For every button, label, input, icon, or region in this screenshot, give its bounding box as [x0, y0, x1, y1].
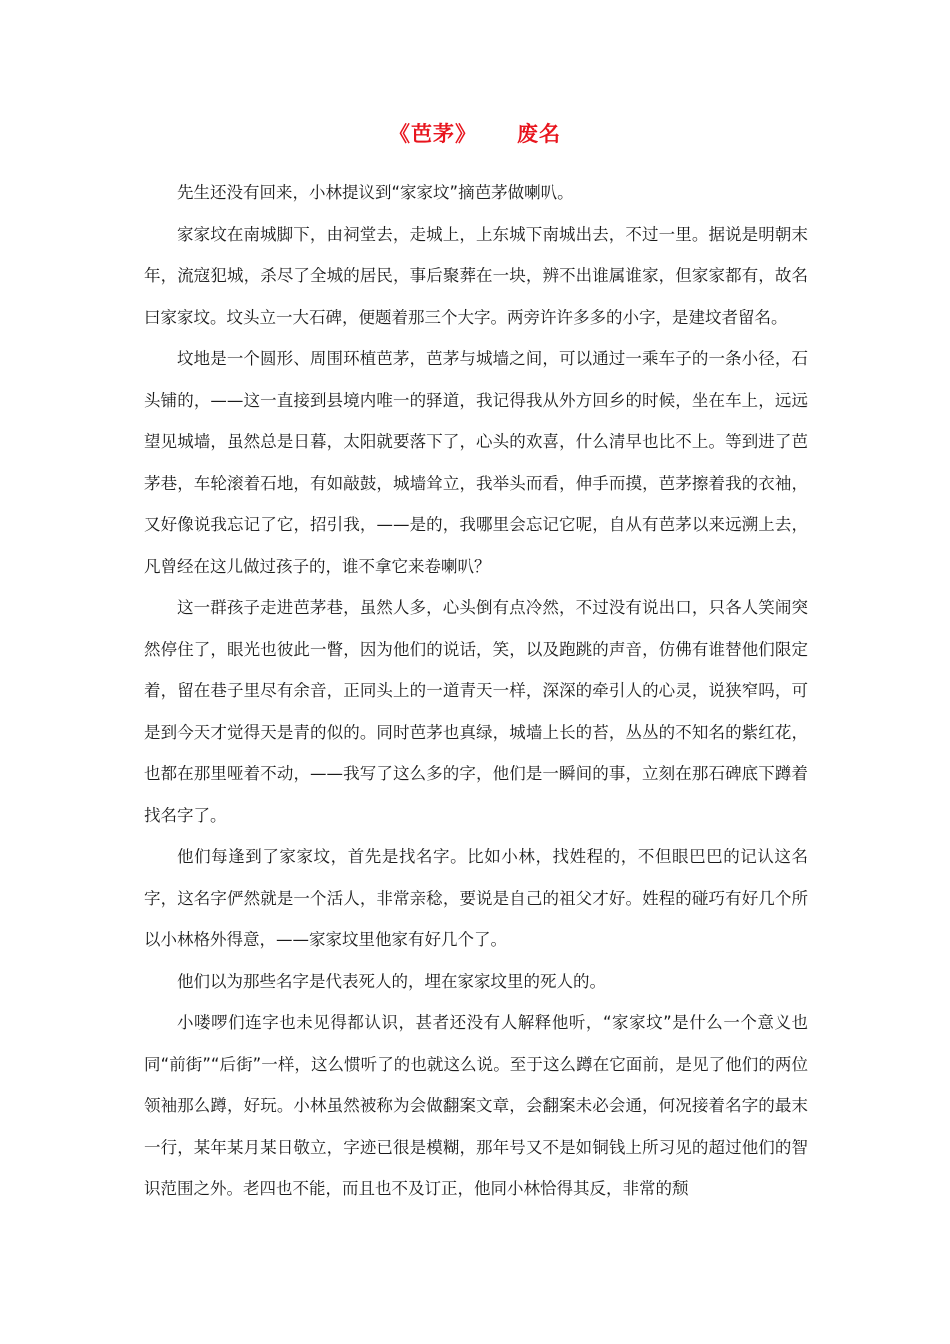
paragraph: 他们每逢到了家家坟，首先是找名字。比如小林，找姓程的，不但眼巴巴的记认这名字，这名字俨然就是一个活人，非常亲稔，要说是自己的祖父才好。姓程的碰巧有好几个所以小林格外得意，——家家坟里他家有好几个了。	[144, 847, 808, 949]
document-title	[0, 118, 950, 148]
document-body	[144, 172, 808, 1210]
title-author: 废名	[517, 121, 561, 146]
title-work: 《芭茅》	[389, 121, 477, 146]
paragraph: 这一群孩子走进芭茅巷，虽然人多，心头倒有点冷然，不过没有说出口，只各人笑闹突然停住了，眼光也彼此一瞥，因为他们的说话，笑，以及跑跳的声音，仿佛有谁替他们限定着，留在巷子里尽有余音，正同头上的一道青天一样，深深的牵引人的心灵，说狭窄吗，可是到今天才觉得天是青的似的。同时芭茅也真绿，城墙上长的苔，丛丛的不知名的紫红花，也都在那里哑着不动，——我写了这么多的字，他们是一瞬间的事，立刻在那石碑底下蹲着找名字了。	[144, 598, 808, 825]
paragraph: 小喽啰们连字也未见得都认识，甚者还没有人解释他听，“家家坟”是什么一个意义也同“前街”“后街”一样，这么惯听了的也就这么说。至于这么蹲在它面前，是见了他们的两位领袖那么蹲，好玩。小林虽然被称为会做翻案文章，会翻案未必会通，何况接着名字的最末一行，某年某月某日敬立，字迹已很是模糊，那年号又不是如铜钱上所习见的超过他们的智识范围之外。老四也不能，而且也不及订正，他同小林恰得其反，非常的颓	[144, 1013, 808, 1198]
paragraph: 家家坟在南城脚下，由祠堂去，走城上，上东城下南城出去，不过一里。据说是明朝末年，流寇犯城，杀尽了全城的居民，事后聚葬在一块，辨不出谁属谁家，但家家都有，故名曰家家坟。坟头立一大石碑，便题着那三个大字。两旁许许多多的小字，是建坟者留名。	[144, 224, 808, 327]
paragraph: 先生还没有回来，小林提议到“家家坟”摘芭茅做喇叭。	[177, 183, 574, 202]
paragraph: 坟地是一个圆形、周围环植芭茅，芭茅与城墙之间，可以通过一乘车子的一条小径，石头铺的，——这一直接到县境内唯一的驿道，我记得我从外方回乡的时候，坐在车上，远远望见城墙，虽然总是日暮，太阳就要落下了，心头的欢喜，什么清早也比不上。等到进了芭茅巷，车轮滚着石地，有如敲鼓，城墙耸立，我举头而看，伸手而摸，芭茅擦着我的衣袖，又好像说我忘记了它，招引我，——是的，我哪里会忘记它呢，自从有芭茅以来远溯上去，凡曾经在这儿做过孩子的，谁不拿它来卷喇叭？	[144, 349, 808, 576]
paragraph: 他们以为那些名字是代表死人的，埋在家家坟里的死人的。	[177, 971, 606, 991]
